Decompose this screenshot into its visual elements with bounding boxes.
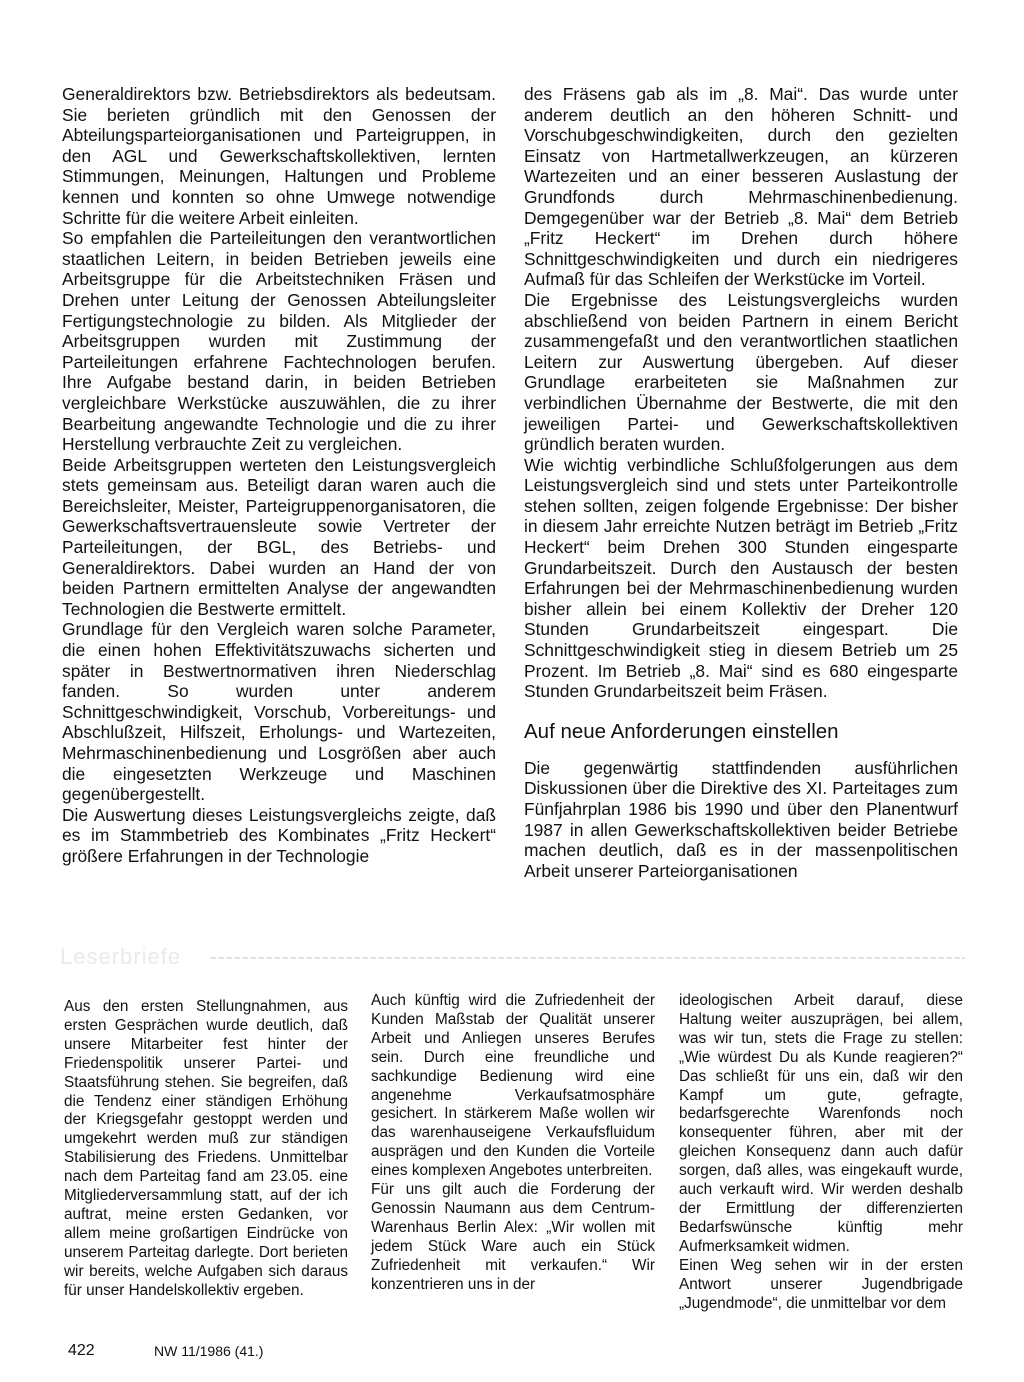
article-left-column [62, 84, 496, 867]
paragraph: des Fräsens gab als im „8. Mai“. Das wurde unter anderem deutlich an den höheren Schnitt- und Vorschubgeschwindigkeiten, durch den gezielten Einsatz von Hartmetallwerkzeugen, an kürzeren Wartezeiten und an einer besseren Auslastung der Grundfonds durch Mehrmaschinenbedienung. Demgegenüber war der Betrieb „8. Mai“ dem Betrieb „Fritz Heckert“ im Drehen durch höhere Schnittgeschwindigkeiten und durch ein niedrigeres Aufmaß für das Schleifen der Werkstücke im Vorteil. [524, 84, 958, 290]
letters-column-3 [679, 992, 963, 1313]
paragraph: Beide Arbeitsgruppen werteten den Leistungsvergleich stets gemeinsam aus. Beteiligt daran waren auch die Bereichsleiter, Meister, Parteigruppenorganisatoren, die Gewerkschaftsvertrauensleute sowie Vertreter der Parteileitungen, der BGL, des Betriebs- und Generaldirektors. Dabei wurden an Hand der von beiden Partnern ermittelten Analyse der angewandten Technologien die Bestwerte ermittelt. [62, 454, 496, 619]
issue-reference: NW 11/1986 (41.) [154, 1343, 264, 1359]
letters-column-1 [64, 998, 348, 1301]
letters-section-label: Leserbriefe [60, 944, 182, 969]
paragraph: Für uns gilt auch die Forderung der Genossin Naumann aus dem Centrum-Warenhaus Berlin Alex: „Wir wollen mit jedem Stück Ware auch ein Stück Zufriedenheit mit verkaufen.“ Wir konzentrieren uns in der [371, 1181, 655, 1293]
paragraph: Aus den ersten Stellungnahmen, aus ersten Gesprächen wurde deutlich, daß unsere Mitarbeiter fest hinter der Friedenspolitik unserer Partei- und Staatsführung stehen. Sie begreifen, daß die Tendenz einer ständigen Erhöhung der Kriegsgefahr gestoppt werden und umgekehrt werden muß zur ständigen Stabilisierung des Friedens. Unmittelbar nach dem Parteitag fand am 23.05. eine Mitgliederversammlung statt, auf der ich auftrat, meine ersten Gedanken, vor allem meine großartigen Eindrücke von unserem Parteitag darlegte. Dort berieten wir bereits, welche Aufgaben sich daraus für unser Handelskollektiv ergeben. [64, 998, 348, 1299]
paragraph: Grundlage für den Vergleich waren solche Parameter, die einen hohen Effektivitätszuwachs sicherten und später in Bestwertnormativen ihren Niederschlag fanden. So wurden unter anderem Schnittgeschwindigkeit, Vorschub, Vorbereitungs- und Abschlußzeit, Hilfszeit, Erholungs- und Wartezeiten, Mehrmaschinenbedienung und Losgrößen aber auch die eingesetzten Werkzeuge und Maschinen gegenübergestellt. [62, 619, 496, 805]
divider [210, 957, 965, 959]
paragraph: Wie wichtig verbindliche Schlußfolgerungen aus dem Leistungsvergleich sind und stets unter Parteikontrolle stehen sollten, zeigen folgende Ergebnisse: Der bisher in diesem Jahr erreichte Nutzen beträgt im Betrieb „Fritz Heckert“ beim Drehen 300 Stunden eingesparte Grundarbeitszeit. Durch den Austausch der besten Erfahrungen bei der Mehrmaschinenbedienung wurden bisher allein bei einem Kollektiv der Dreher 120 Stunden Grundarbeitszeit eingespart. Die Schnittgeschwindigkeit stieg in diesem Betrieb um 25 Prozent. Im Betrieb „8. Mai“ sind es 680 eingesparte Stunden Grundarbeitszeit beim Fräsen. [524, 454, 958, 702]
article-right-column [524, 84, 958, 881]
paragraph: Die Ergebnisse des Leistungsvergleichs wurden abschließend von beiden Partnern in einem Bericht zusammengefaßt und den verantwortlichen staatlichen Leitern zur Auswertung übergeben. Auf dieser Grundlage erarbeiteten sie Maßnahmen zur verbindlichen Übernahme der Bestwerte, die mit den jeweiligen Partei- und Gewerkschaftskollektiven gründlich beraten wurden. [524, 289, 958, 455]
letters-section-banner [60, 944, 965, 970]
paragraph: Die gegenwärtig stattfindenden ausführlichen Diskussionen über die Direktive des XI. Parteitages zum Fünfjahrplan 1986 bis 1990 und über den Planentwurf 1987 in allen Gewerkschaftskollektiven beider Betriebe machen deutlich, daß es in der massenpolitischen Arbeit unserer Parteiorganisationen [524, 757, 958, 881]
page-number: 422 [68, 1342, 95, 1359]
paragraph: Einen Weg sehen wir in der ersten Antwort unserer Jugendbrigade „Jugendmode“, die unmittelbar vor dem [679, 1256, 963, 1312]
section-heading: Auf neue Anforderungen einstellen [524, 719, 839, 743]
paragraph: Auch künftig wird die Zufriedenheit der Kunden Maßstab der Qualität unserer Arbeit und Anliegen unseres Berufes sein. Durch eine freundliche und sachkundige Bedienung wird eine angenehme Verkaufsatmosphäre gesichert. In stärkerem Maße wollen wir das warenhauseigene Verkaufsfluidum ausprägen und den Kunden die Vorteile eines komplexen Angebotes unterbreiten. [371, 992, 655, 1180]
letters-column-2 [371, 992, 655, 1295]
paragraph: So empfahlen die Parteileitungen den verantwortlichen staatlichen Leitern, in beiden Betrieben jeweils eine Arbeitsgruppe für die Arbeitstechniken Fräsen und Drehen unter Leitung der Genossen Abteilungsleiter Fertigungstechnologie zu bilden. Als Mitglieder der Arbeitsgruppen wurden mit Zustimmung der Parteileitungen erfahrene Fachtechnologen berufen. Ihre Aufgabe bestand darin, in beiden Betrieben vergleichbare Werkstücke auszuwählen, die zu ihrer Bearbeitung angewandte Technologie und die zu ihrer Herstellung verbrauchte Zeit zu vergleichen. [62, 228, 496, 455]
paragraph: Generaldirektors bzw. Betriebsdirektors als bedeutsam. Sie berieten gründlich mit den Genossen der Abteilungsparteiorganisationen und Parteigruppen, in den AGL und Gewerkschaftskollektiven, lernten Stimmungen, Meinungen, Haltungen und Probleme kennen und konnten so ohne Umwege notwendige Schritte für die weitere Arbeit einleiten. [62, 84, 496, 228]
paragraph: Die Auswertung dieses Leistungsvergleichs zeigte, daß es im Stammbetrieb des Kombinates „Fritz Heckert“ größere Erfahrungen in der Technologie [62, 804, 496, 866]
paragraph: ideologischen Arbeit darauf, diese Haltung weiter auszuprägen, bei allem, was wir tun, stets die Frage zu stellen: „Wie würdest Du als Kunde reagieren?“ Das schließt für uns ein, daß wir den Kampf um gute, gefragte, bedarfsgerechte Warenfonds noch konsequenter führen, aber mit der gleichen Konsequenz dann auch dafür sorgen, daß alles, was eingekauft wurde, auch verkauft wird. Wir werden deshalb der Ermittlung der differenzierten Bedarfswünsche künftig mehr Aufmerksamkeit widmen. [679, 992, 963, 1255]
